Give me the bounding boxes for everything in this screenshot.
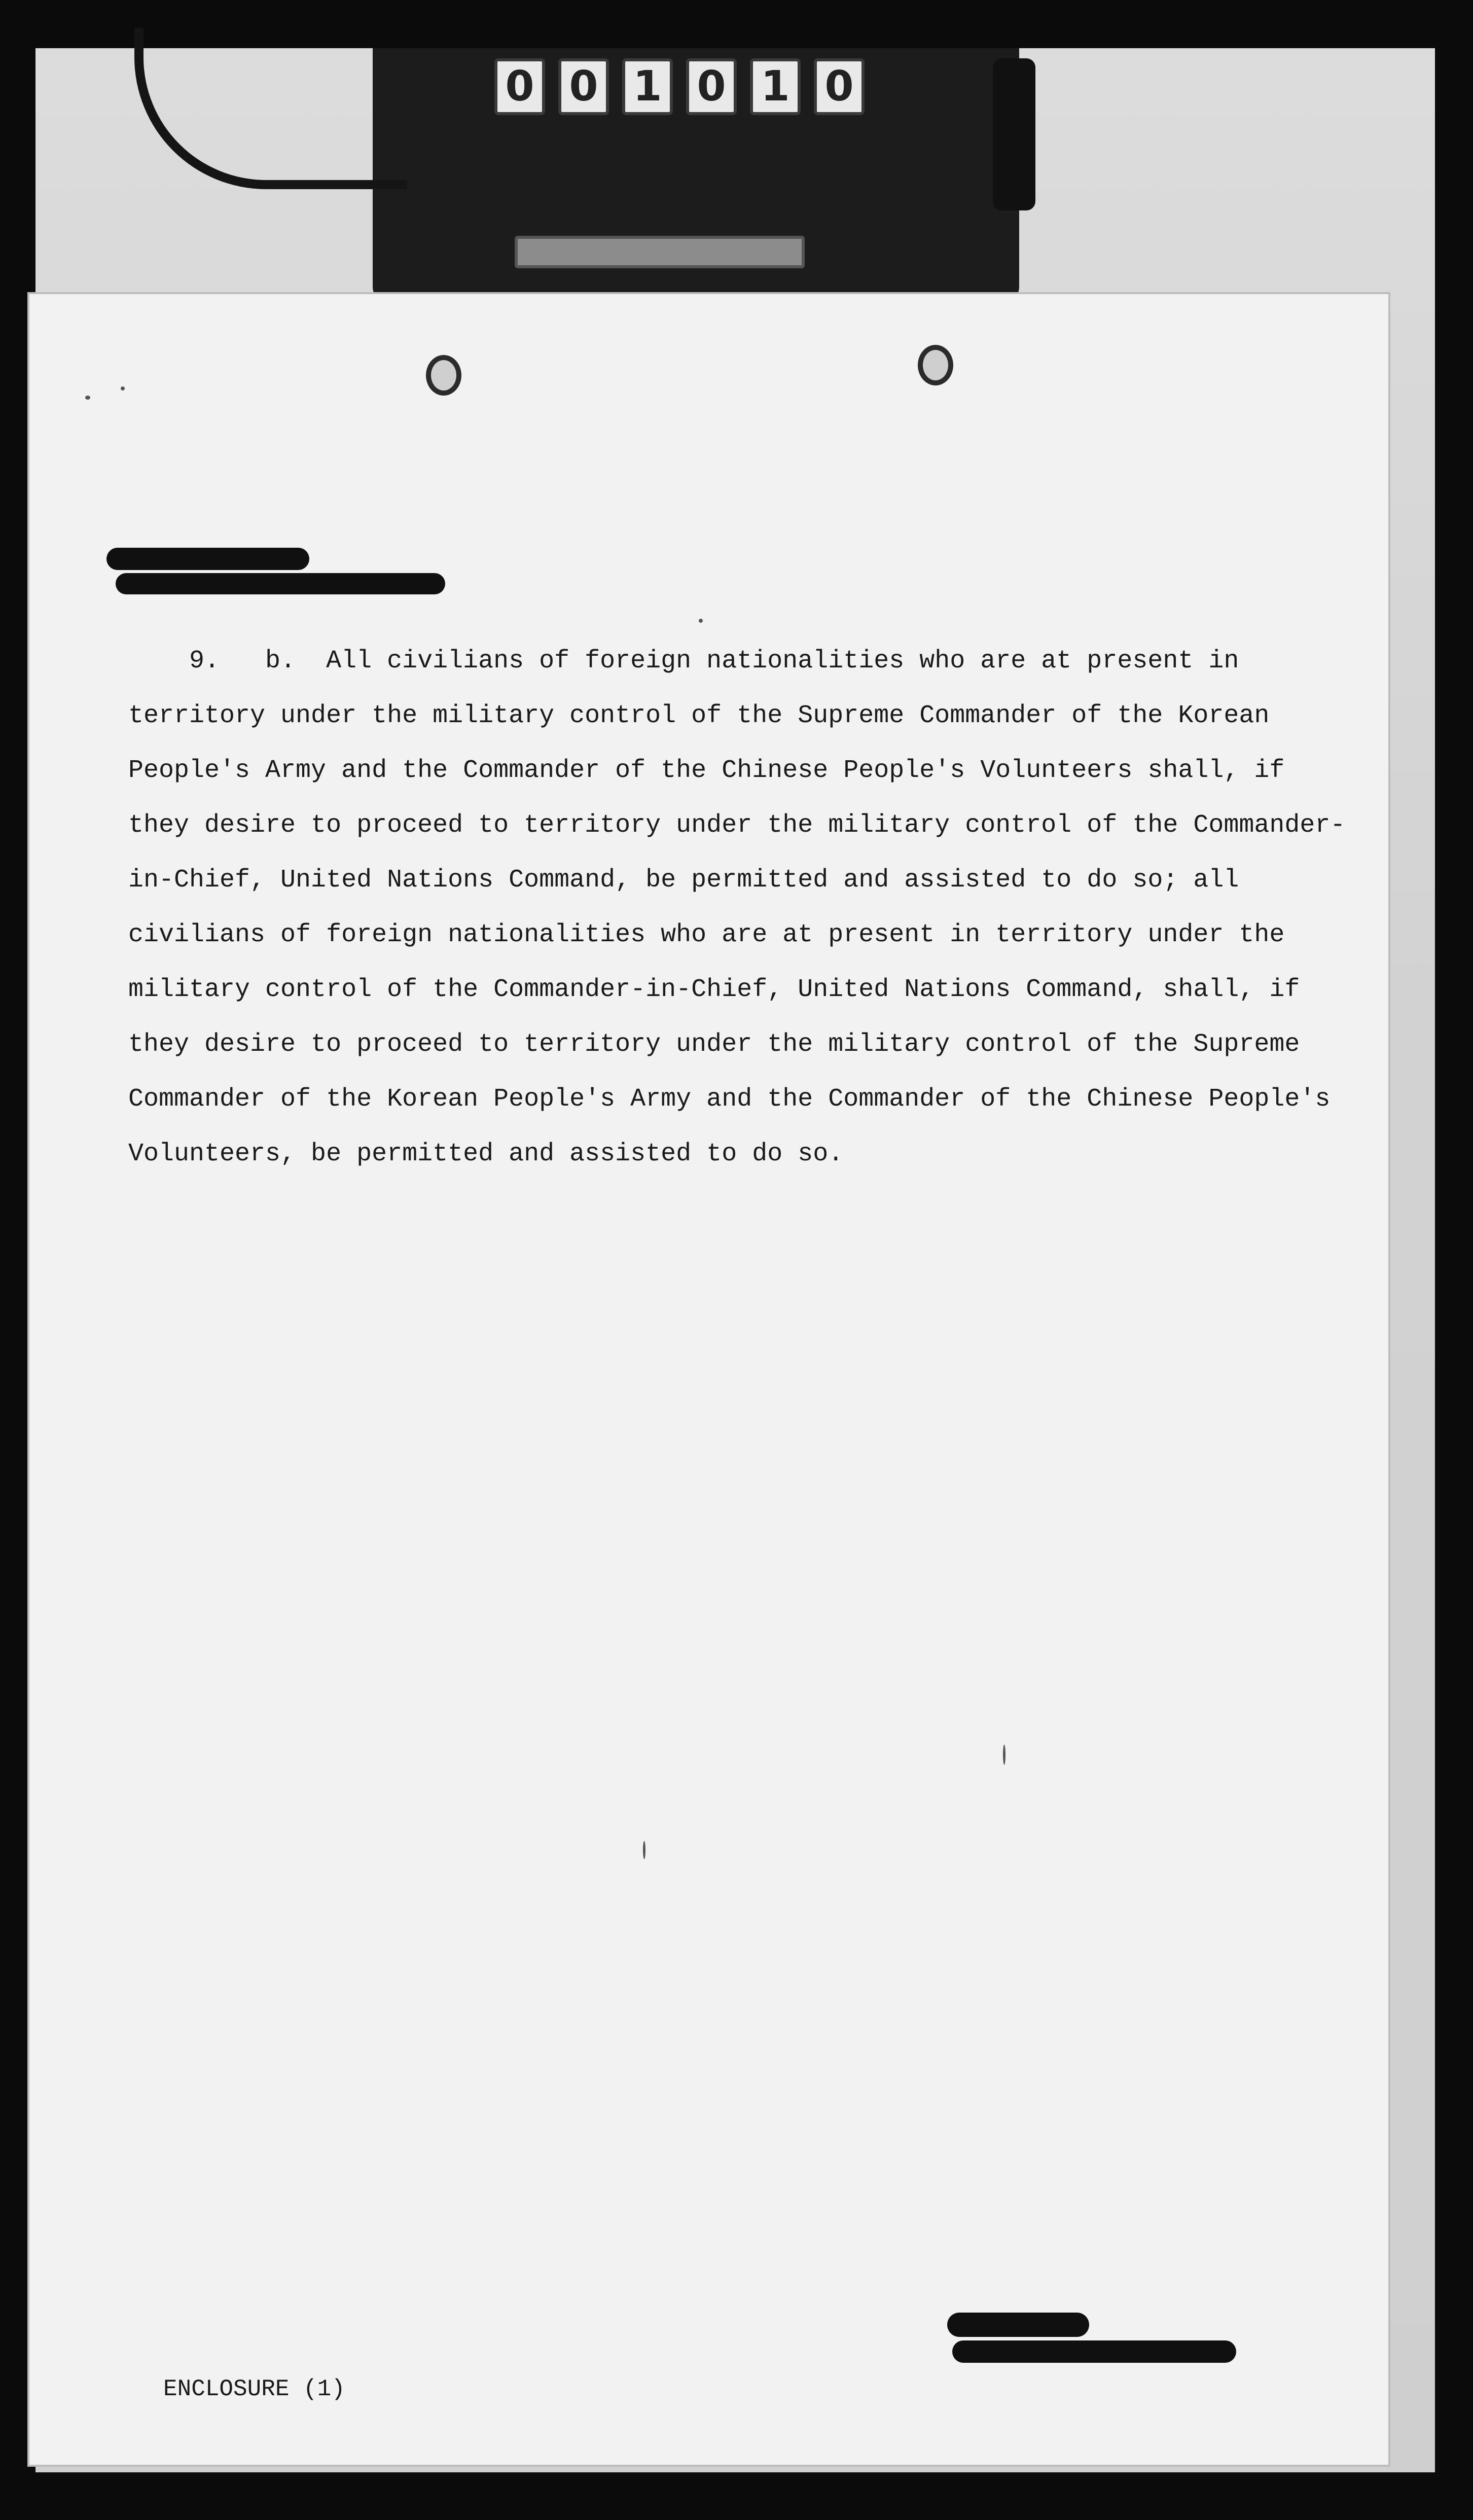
- paragraph-line: People's Army and the Commander of the Chinese People's Volunteers shall, if: [128, 756, 1285, 785]
- paragraph-line: territory under the military control of the Supreme Commander of the Korean: [128, 701, 1270, 730]
- counter-knob: [993, 58, 1035, 210]
- redaction-mark-bottom-1: [947, 2313, 1089, 2337]
- paragraph-line: civilians of foreign nationalities who are at present in territory under the: [128, 920, 1285, 949]
- counter-digit: 0: [814, 58, 865, 115]
- enclosure-label: ENCLOSURE (1): [163, 2376, 345, 2402]
- paragraph-9b: [128, 634, 1346, 1182]
- paragraph-line: in-Chief, United Nations Command, be permitted and assisted to do so; all: [128, 866, 1239, 895]
- counter-digit: 0: [494, 58, 545, 115]
- film-speck: [121, 386, 125, 391]
- punch-hole-left: [426, 355, 461, 396]
- film-speck: [1003, 1745, 1005, 1765]
- film-speck: [85, 396, 90, 400]
- paragraph-line: 9. b. All civilians of foreign nationalities who are at present in: [128, 647, 1239, 676]
- counter-digit: 0: [686, 58, 737, 115]
- counter-plate: [515, 236, 805, 268]
- redaction-mark-bottom-2: [952, 2340, 1236, 2363]
- paragraph-line: military control of the Commander-in-Chief, United Nations Command, shall, if: [128, 975, 1300, 1004]
- paragraph-line: they desire to proceed to territory under the military control of the Supreme: [128, 1030, 1300, 1059]
- paragraph-line: Commander of the Korean People's Army and the Commander of the Chinese People's: [128, 1085, 1331, 1114]
- counter-digit: 1: [622, 58, 673, 115]
- counter-digit: 1: [750, 58, 801, 115]
- counter-digit: 0: [558, 58, 609, 115]
- film-speck: [643, 1841, 645, 1859]
- paragraph-line: Volunteers, be permitted and assisted to do so.: [128, 1140, 844, 1168]
- document-page: [29, 294, 1388, 2465]
- counter-digits: [494, 58, 865, 115]
- film-speck: [699, 619, 703, 623]
- redaction-mark-top-1: [106, 548, 309, 570]
- redaction-mark-top-2: [116, 573, 445, 594]
- frame-counter: [373, 48, 1019, 307]
- paragraph-line: they desire to proceed to territory under the military control of the Commander-: [128, 811, 1346, 840]
- punch-hole-right: [918, 345, 953, 385]
